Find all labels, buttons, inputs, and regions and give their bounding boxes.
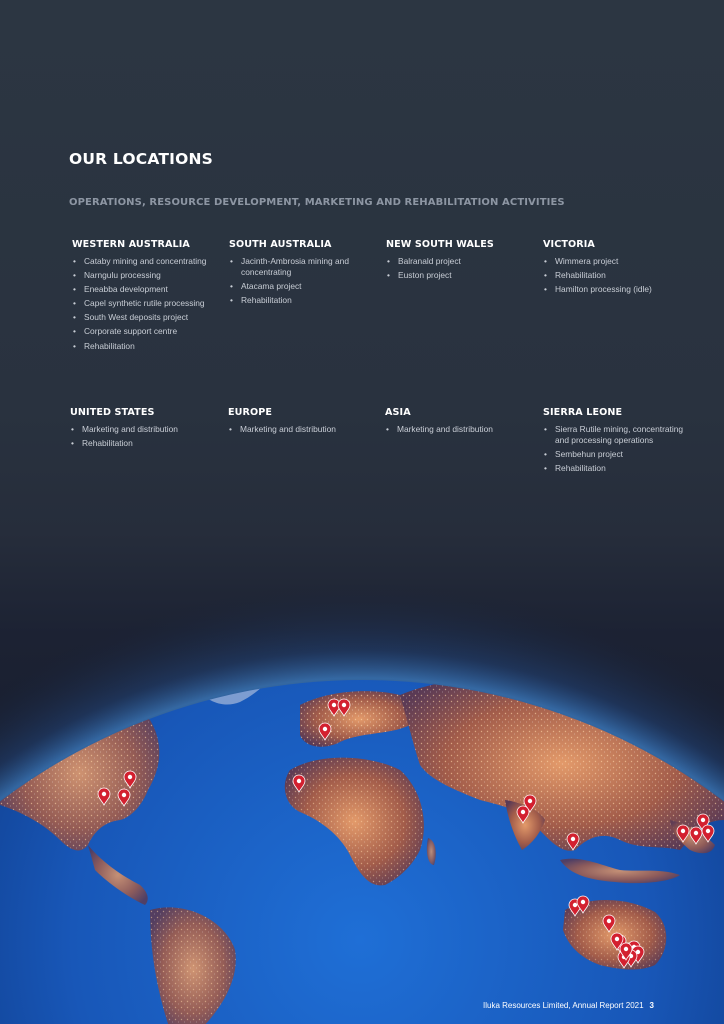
region-list	[385, 424, 535, 435]
report-name: Iluka Resources Limited, Annual Report 2021	[483, 1001, 644, 1010]
list-item: • Atacama project	[229, 281, 379, 292]
list-item: • Capel synthetic rutile processing	[72, 298, 222, 309]
list-item: • Rehabilitation	[70, 438, 220, 449]
list-item: • Rehabilitation	[543, 270, 693, 281]
region-western-australia	[72, 239, 222, 355]
region-heading: VICTORIA	[543, 239, 595, 250]
region-list	[543, 256, 693, 295]
list-item: • Sierra Rutile mining, concentrating and processing operations	[543, 424, 693, 445]
list-item: • Rehabilitation	[543, 463, 693, 474]
region-sierra-leone	[543, 407, 693, 477]
list-item: • Marketing and distribution	[385, 424, 535, 435]
list-item: • Euston project	[386, 270, 536, 281]
list-item: • South West deposits project	[72, 312, 222, 323]
world-globe-map	[0, 520, 724, 1024]
list-item: • Marketing and distribution	[228, 424, 378, 435]
list-item: • Eneabba development	[72, 284, 222, 295]
region-heading: SIERRA LEONE	[543, 407, 623, 418]
region-heading: UNITED STATES	[70, 407, 155, 418]
region-list	[70, 424, 220, 449]
page-number: 3	[649, 1001, 654, 1010]
region-europe	[228, 407, 378, 438]
region-new-south-wales	[386, 239, 536, 284]
region-list	[229, 256, 379, 305]
list-item: • Rehabilitation	[229, 295, 379, 306]
region-united-states	[70, 407, 220, 452]
list-item: • Jacinth-Ambrosia mining and concentrating	[229, 256, 379, 277]
region-heading: SOUTH AUSTRALIA	[229, 239, 332, 250]
list-item: • Narngulu processing	[72, 270, 222, 281]
region-list	[386, 256, 536, 281]
list-item: • Wimmera project	[543, 256, 693, 267]
region-south-australia	[229, 239, 379, 309]
list-item: • Balranald project	[386, 256, 536, 267]
region-heading: ASIA	[385, 407, 411, 418]
list-item: • Cataby mining and concentrating	[72, 256, 222, 267]
region-heading: WESTERN AUSTRALIA	[72, 239, 190, 250]
region-asia	[385, 407, 535, 438]
list-item: • Sembehun project	[543, 449, 693, 460]
region-list	[72, 256, 222, 351]
region-victoria	[543, 239, 693, 298]
section-subtitle: OPERATIONS, RESOURCE DEVELOPMENT, MARKETING AND REHABILITATION ACTIVITIES	[69, 197, 565, 208]
region-list	[228, 424, 378, 435]
list-item: • Corporate support centre	[72, 326, 222, 337]
list-item: • Rehabilitation	[72, 341, 222, 352]
region-heading: NEW SOUTH WALES	[386, 239, 494, 250]
page-title: OUR LOCATIONS	[69, 150, 214, 168]
region-heading: EUROPE	[228, 407, 273, 418]
list-item: • Marketing and distribution	[70, 424, 220, 435]
list-item: • Hamilton processing (idle)	[543, 284, 693, 295]
page-footer	[483, 1001, 654, 1010]
region-list	[543, 424, 693, 473]
